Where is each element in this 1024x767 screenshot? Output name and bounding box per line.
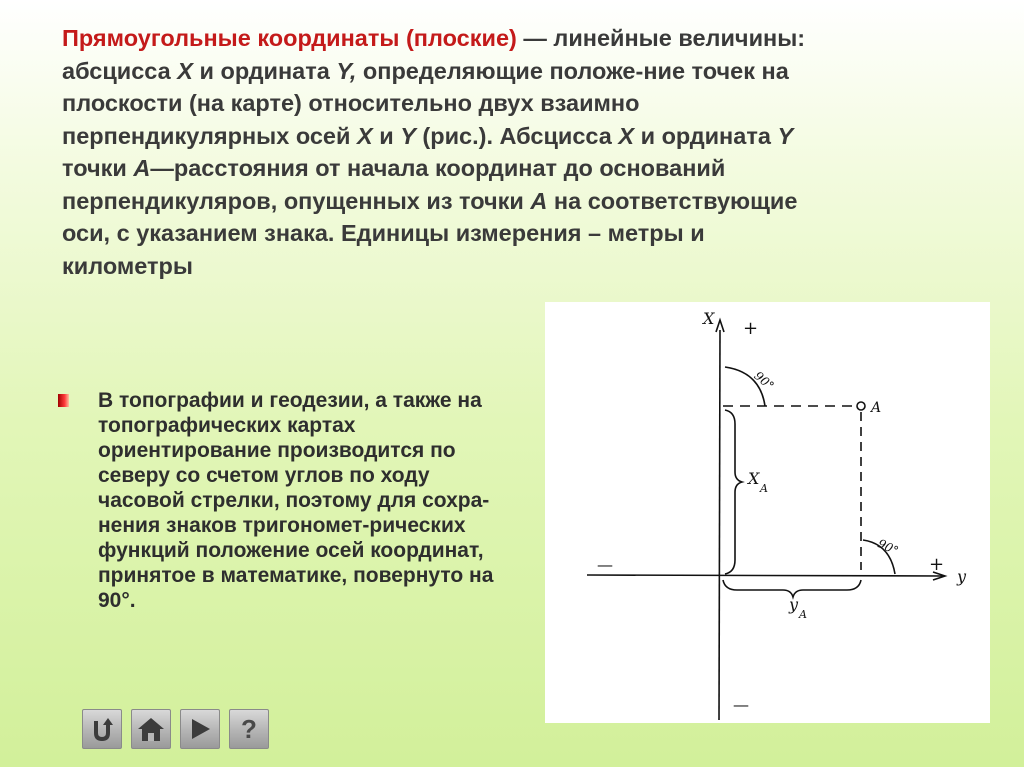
next-button[interactable] bbox=[180, 709, 220, 749]
help-button[interactable] bbox=[229, 709, 269, 749]
header-text: на соответствующие bbox=[547, 187, 798, 214]
header-text: абсцисса bbox=[62, 57, 178, 84]
header-text: (рис.). Абсцисса bbox=[415, 122, 619, 149]
y-axis-label: y bbox=[957, 567, 967, 586]
minus-sign-left: — bbox=[597, 555, 613, 574]
play-arrow-icon bbox=[187, 716, 213, 742]
home-icon bbox=[136, 715, 166, 743]
xa-subscript: A bbox=[760, 482, 768, 495]
header-text: перпендикуляров, опущенных из точки bbox=[62, 187, 531, 214]
bullet-item bbox=[58, 388, 498, 613]
slide-header-text bbox=[62, 22, 982, 282]
plus-sign-right: + bbox=[929, 554, 945, 575]
header-text: Y bbox=[400, 122, 416, 149]
term-highlight: Прямоугольные координаты (плоские) bbox=[62, 25, 517, 51]
header-text: плоскости (на карте) относительно двух взаимно bbox=[62, 90, 640, 116]
plus-sign-top: + bbox=[743, 318, 759, 339]
ya-label: y bbox=[789, 595, 799, 614]
back-button[interactable] bbox=[82, 709, 122, 749]
header-text: оси, с указанием знака. Единицы измерения – метры и bbox=[62, 220, 705, 246]
header-text: и bbox=[372, 122, 401, 149]
ya-subscript: A bbox=[799, 608, 807, 621]
minus-sign-bottom: — bbox=[733, 695, 749, 714]
header-text: километры bbox=[62, 252, 193, 279]
y-axis-line bbox=[587, 575, 943, 576]
header-text: Y, bbox=[336, 57, 357, 84]
point-a-label: A bbox=[871, 400, 882, 416]
xa-brace bbox=[725, 410, 742, 574]
bullet-marker-icon bbox=[58, 394, 69, 407]
header-text: — линейные величины: bbox=[516, 25, 806, 51]
angle-label-right: 90° bbox=[875, 536, 901, 558]
header-text: и ордината bbox=[192, 57, 337, 84]
header-text: X bbox=[356, 122, 373, 149]
header-text: точки bbox=[62, 155, 134, 181]
header-text: X bbox=[177, 57, 193, 84]
coordinate-diagram-svg bbox=[545, 302, 990, 723]
bullet-text: В топографии и геодезии, а также на топографических картах ориентирование производится по северу со счетом углов по ходу часовой стрелки, поэтому для сохра-нения знаков тригономет-рических функций положение осей координат, принятое в математике, повернуто на 90°. bbox=[98, 389, 494, 612]
home-button[interactable] bbox=[131, 709, 171, 749]
header-text: А bbox=[530, 187, 548, 214]
header-text: определяющие положе-ние точек на bbox=[356, 57, 789, 84]
xa-label: X bbox=[748, 469, 760, 488]
point-a-marker bbox=[857, 402, 865, 410]
coordinate-diagram bbox=[545, 302, 990, 723]
header-text: перпендикулярных осей bbox=[62, 122, 357, 149]
return-arrow-icon bbox=[88, 715, 116, 743]
header-text: —расстояния от начала координат до оснований bbox=[150, 155, 726, 181]
x-axis-label: X bbox=[703, 309, 715, 328]
header-text: Y bbox=[777, 122, 794, 149]
x-axis-line bbox=[719, 330, 720, 720]
header-text: и ордината bbox=[634, 122, 778, 149]
header-text: X bbox=[618, 122, 635, 149]
question-icon: ? bbox=[241, 713, 257, 744]
angle-label-top: 90° bbox=[751, 368, 777, 394]
header-text: А bbox=[133, 155, 151, 181]
